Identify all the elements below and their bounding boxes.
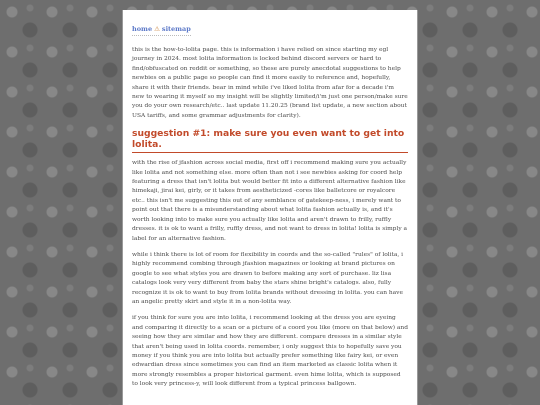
section-1-paragraph-3: if you think for sure you are into lolita, i recommend looking at the dress you are eyeing and comparing it directly to a scan or a picture of a coord you like (more on that below) and seeing how they are similar and how they are different. compare dresses in a similar style that aren't being used in lolita coords. remember, i only suggest this to hopefully save you money if you think you are into lolita but actually prefer something like fairy kei, or even edwardian dress since sometimes you can find an item marketed as classic lolita when it more strongly resembles a proper historical garment. even hime lolita, which is supposed to look very princess-y, will look different from a typical princess ballgown. [132, 315, 408, 388]
warning-icon: ⚠ [154, 25, 160, 33]
intro-paragraph: this is the how-to-lolita page. this is information i have relied on since starting my egl journey in 2024. most lolita information is locked behind discord servers or hard to find/obfuscated on reddit or something, so these are purely anecdotal suggestions to help newbies on a public page so people can find it more easily to reference and, hopefully, share it with their friends. bear in mind while i've liked lolita from afar for a decade i'm new to wearing it myself so my insight will be slightly limited/i'm just one person/make sure you do your own research/etc.. last update 11.20.25 (brand list update, a new section about USA tariffs, and some grammar adjustments for clarity). [132, 47, 408, 119]
content-panel [122, 10, 418, 405]
breadcrumb-nav [132, 25, 191, 36]
section-heading-suggestion-1: suggestion #1: make sure you even want to get into lolita. [132, 128, 408, 153]
section-1-paragraph-1: with the rise of jfashion across social media, first off i recommend making sure you actually like lolita and not something else. more often than not i see newbies asking for coord help featuring a dress that isn't lolita but would better fit into a different alternative fashion like himekaji, jirai kei, girly, or it takes from aestheticized -cores like balletcore or royalcore etc.. this isn't me suggesting this out of any semblance of gatekeep-ness, i merely want to point out that there is a misunderstanding about what lolita fashion actually is, and it's worth looking into to make sure you actually like lolita and aren't drawn to frilly, ruffly dresses. it is ok to want a frilly, ruffly dress, and not want to dress in lolita! lolita is simply a label for an alternative fashion. [132, 160, 408, 242]
sitemap-link[interactable]: sitemap [161, 25, 191, 33]
home-link[interactable]: home [132, 25, 153, 33]
section-1-paragraph-2: while i think there is lot of room for flexibility in coords and the so-called "rules" of lolita, i highly recommend combing through jfashion magazines or looking at brand pictures on google to see what styles you are drawn to before making any sort of purchase. liz lisa catalogs look very very different from baby the stars shine bright's catalogs. also, fully recognize it is ok to want to buy from lolita brands without dressing in lolita. you can have an angelic pretty skirt and style it in a non-lolita way. [132, 251, 404, 305]
